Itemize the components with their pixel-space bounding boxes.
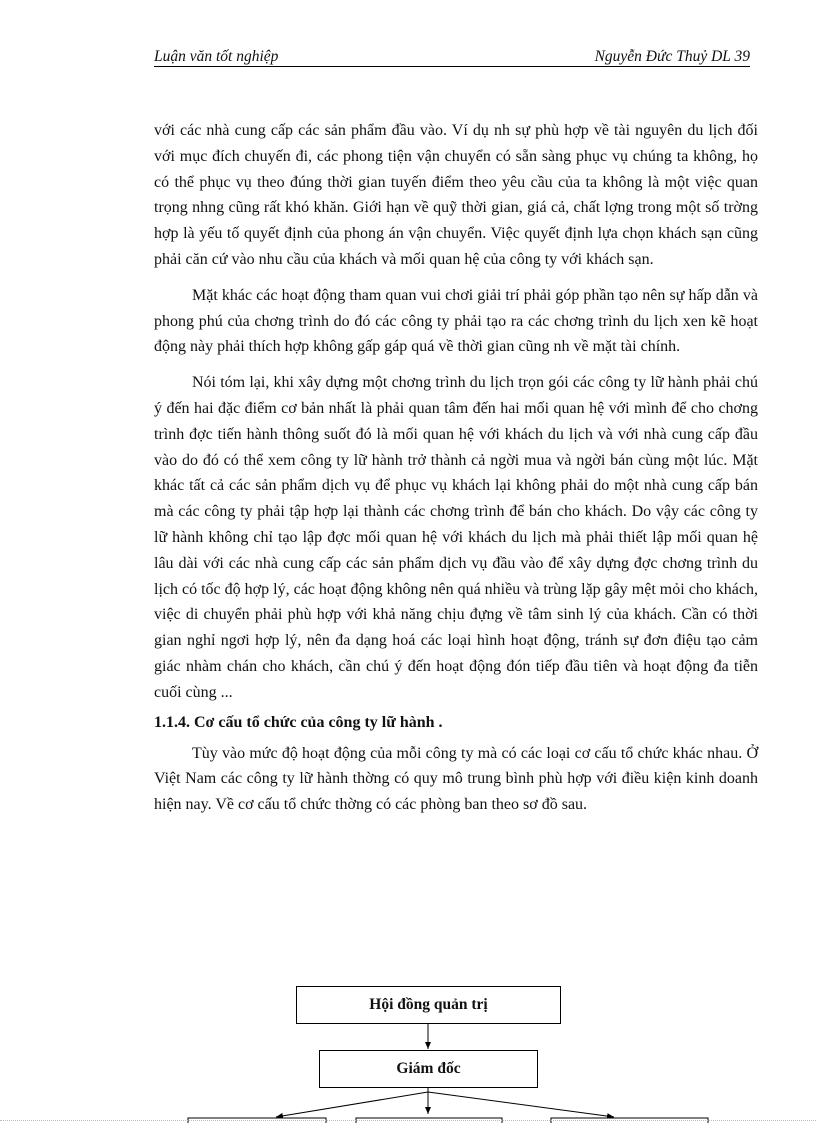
paragraph-activities: Mặt khác các hoạt động tham quan vui chơi giải trí phải góp phần tạo nên sự hấp dẫn và phong phú của chơng trình do đó các công ty phải tạo ra các chơng trình du lịch xen kẽ hoạt động này phải thích hợp không gấp gáp quá về thời gian cũng nh về mặt tài chính. bbox=[154, 286, 758, 356]
paragraph-suppliers: với các nhà cung cấp các sản phẩm đầu vào. Ví dụ nh sự phù hợp về tài nguyên du lịch đối với mục đích chuyến đi, các phong tiện vận chuyển có sẵn sàng phục vụ chúng ta không, họ có thể phục vụ theo đúng thời gian tuyến điểm theo yêu cầu của ta không là một việc quan trọng nhng cũng rất khó khăn. Giới hạn về quỹ thời gian, giá cả, chất lợng trong một số trờng hợp là yếu tố quyết định của phong án vận chuyển. Việc quyết định lựa chọn khách sạn cũng phải căn cứ vào nhu cầu của khách và mối quan hệ của công ty với khách sạn. bbox=[154, 122, 758, 268]
header-thesis-label: Luận văn tốt nghiệp bbox=[154, 48, 279, 65]
arrow-director-to-right bbox=[428, 1092, 614, 1117]
paragraph-summary: Nói tóm lại, khi xây dựng một chơng trình du lịch trọn gói các công ty lữ hành phải chú ý đến hai đặc điểm cơ bản nhất là phải quan tâm đến hai mối quan hệ với mình để cho chơng trình đợc tiến hành thông suốt đó là mối quan hệ với khách du lịch và với nhà cung cấp đầu vào do đó có thể xem công ty lữ hành trở thành cả ngời mua và ngời bán cùng một lúc. Mặt khác tất cả các sản phẩm dịch vụ để phục vụ khách lại không phải do một nhà cung cấp bán mà các công ty phải tập hợp lại thành các chơng trình để bán cho khách. Do vậy các công ty lữ hành không chỉ tạo lập đợc mối quan hệ với khách du lịch mà phải thiết lập mối quan hệ lâu dài với các nhà cung cấp các sản phẩm dịch vụ đầu vào để xây dựng đợc chơng trình du lịch có tốc độ hợp lý, các hoạt động không nên quá nhiều và trùng lặp gây mệt mỏi cho khách, việc di chuyển phải phù hợp với khả năng chịu đựng về tâm sinh lý của khách. Cần có thời gian nghỉ ngơi hợp lý, nên đa dạng hoá các loại hình hoạt động, tránh sự đơn điệu tạo cảm giác nhàm chán cho khách, cần chú ý đến hoạt động đón tiếp đầu tiên và hoạt động đa tiễn cuối cùng ... bbox=[154, 374, 758, 701]
director-label: Giám đốc bbox=[396, 1060, 461, 1077]
arrow-director-to-left bbox=[276, 1092, 428, 1117]
section-heading: 1.1.4. Cơ cấu tổ chức của công ty lữ hành . bbox=[154, 713, 443, 731]
board-of-directors-label: Hội đồng quản trị bbox=[369, 996, 488, 1013]
paragraph-structure: Tùy vào mức độ hoạt động của mỗi công ty mà có các loại cơ cấu tổ chức khác nhau. Ở Việt Nam các công ty lữ hành thờng có quy mô trung bình phù hợp với điều kiện kinh doanh hiện nay. Về cơ cấu tổ chức thờng có các phòng ban theo sơ đồ sau. bbox=[154, 744, 758, 814]
page-bottom-divider bbox=[0, 1120, 816, 1121]
director-box bbox=[319, 1050, 538, 1088]
board-of-directors-box bbox=[296, 986, 561, 1024]
header-author-label: Nguyễn Đức Thuỷ DL 39 bbox=[594, 48, 750, 65]
